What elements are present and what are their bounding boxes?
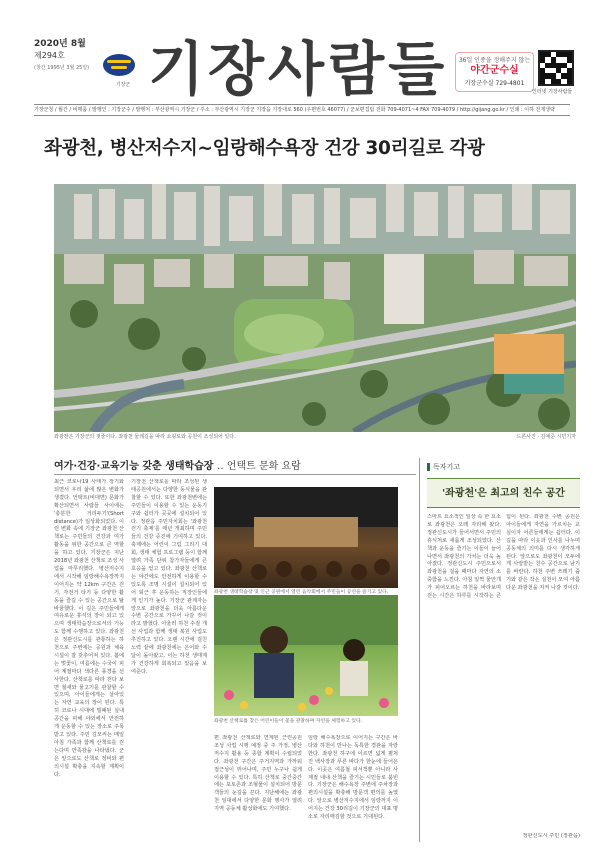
photo-caption-text: 좌광천은 기장군의 젖줄이다. 좌광천 둘레길을 따라 쇼핑로와 공원이 조성되어 있다. xyxy=(54,434,236,440)
aerial-photo xyxy=(54,184,576,432)
column-quote-title: '좌광천'은 최고의 친수 공간 xyxy=(427,478,580,508)
children-photo-caption: 좌광천 산책로를 찾은 어린이들이 꽃을 관찰하며 자연을 체험하고 있다. xyxy=(214,719,363,724)
column-author: 정관신도시 주민 (정관읍) xyxy=(522,833,580,839)
logo-caption: 기장군 xyxy=(115,82,131,88)
publisher-info-bar: 기장군청 / 월간 / 비매품 / 발행인 : 기장군수 / 발행처 : 부산광역시 기장군 / 주소 : 부산광역시 기장군 기장읍 기장대로 560 (우편번호 46077) / 군보편집팀 전화 709-4071~4 FAX 709-4079 / http://gijang.go.kr / 인쇄 : 이하 전재생략 xyxy=(34,104,570,116)
section-subtitle: ‥ 언택트 문화 요람 xyxy=(216,461,301,472)
night-mayor-office-ad[interactable] xyxy=(455,52,534,92)
column-label: 독자기고 xyxy=(427,463,460,471)
article-col-4: 임랑 해수욕장으로 이어지는 구간은 바다와 하천이 만나는 독특한 경관을 자랑한다. 좌광천 하구에 이르면 넓게 펼쳐진 백사장과 푸른 바다가 한눈에 들어온다. 이곳은 여름철 피서객뿐 아니라 사계절 내내 산책을 즐기는 시민들로 붐빈다. 기장군은 해수욕장 주변에 주차장과 편의시설을 확충해 방문객 편의를 높였다. 앞으로 병산저수지에서 임랑까지 이어지는 건강 30리길이 기장군의 대표 명소로 자리매김할 것으로 기대된다. xyxy=(308,735,398,821)
ad-main-text: 야간군수실 xyxy=(470,65,519,76)
ad-top-text: 36일 인종을 정해주지 않는 xyxy=(458,57,531,64)
founded-date: (창간 1995년 3월 25일) xyxy=(34,65,90,71)
qr-code-icon[interactable] xyxy=(538,50,574,86)
aerial-city-image xyxy=(54,184,576,432)
newspaper-title: 기장사람들 xyxy=(148,35,449,103)
section-rule xyxy=(54,474,416,475)
photo-caption xyxy=(54,433,576,441)
column-divider xyxy=(419,458,420,842)
children-flower-photo xyxy=(214,595,398,716)
main-headline: 좌광천, 병산저수지~임랑해수욕장 건강 30리길로 각광 xyxy=(44,138,485,159)
article-col-2: 기장천 산책로를 따라 조성된 생태공원에서는 다양한 동식물을 관찰할 수 있다. 또한 좌광천변에는 주민들이 이용할 수 있는 운동기구와 쉼터가 곳곳에 설치되어 있다. 정관읍 주민자치회는 '좌광천 걷기 축제'를 매년 개최하며 주민들의 건강 증진에 기여하고 있다. 축제에는 어린이 그림 그리기 대회, 생태 체험 프로그램 등이 함께 열려 가족 단위 참가자들에게 큰 호응을 얻고 있다. 좌광천 산책로는 야간에도 안전하게 이용할 수 있도록 조명 시설이 설치되어 있어 퇴근 후 운동하는 직장인들에게 인기가 높다. 기장군 관계자는 앞으로 좌광천을 더욱 아름다운 수변 공간으로 가꾸어 나갈 것이라고 밝혔다. 아울러 하천 수질 개선 사업과 함께 생태 복원 사업도 추진하고 있다. 오랜 시간에 걸친 노력 끝에 좌광천에는 은어와 수달이 돌아왔고, 이는 하천 생태계가 건강하게 회복되고 있음을 보여준다. xyxy=(131,479,207,675)
article-col-3: 편 좌광천 산책로와 연계된 근린공원 조성 사업 시행 예정 중 주 가정, 병산저수지 활용 등 종합 계획이 수립되었다. 좌광천 구간은 주거지역과 가까워 접근성이 뛰어나며, 주민 누구나 쉽게 이용할 수 있다. 특히 산책로 중간중간에는 포토존과 조형물이 설치되어 방문객들의 눈길을 끈다. 지난해에는 좌광천 일대에서 다양한 문화 행사가 열려 지역 공동체 활성화에도 기여했다. xyxy=(214,735,302,813)
concert-image xyxy=(214,487,398,588)
issue-date: 2020년 8월 xyxy=(34,39,86,49)
section-title: 여가·건강·교육기능 갖춘 생태학습장 xyxy=(54,461,214,472)
section-headline xyxy=(54,457,301,472)
concert-photo-caption: 좌광천 생태학습장 및 인근 공원에서 열린 음악회에서 주민들이 공연을 즐기고 있다. xyxy=(214,590,389,595)
issue-number: 제294호 xyxy=(34,51,65,60)
ad-phone: 기장군수실 729-4801 xyxy=(464,80,525,87)
qr-label: 인터넷 기장사람들 xyxy=(532,89,573,95)
gijang-logo xyxy=(103,54,135,76)
article-col-1: 최근 코로나19 사태가 장기화되면서 우리 삶에 많은 변화가 생겼다. 언택트(비대면) 문화가 확산되면서 사람들 사이에는 '충분한 거리두기'(Short distance)가 일상화되었다. 이런 변화 속에 기장군 좌광천 산책로는 주민들의 건강과 여가 활동을 위한 공간으로 큰 역할을 하고 있다. 기장군은 지난 2018년 좌광천 산책로 조성 사업을 마무리했다. 병산저수지에서 시작해 임랑해수욕장까지 이어지는 약 12km 구간은 걷기, 자전거 타기 등 다양한 활동을 즐길 수 있는 공간으로 탈바꿈했다. 이 길은 주민들에게 여유로운 휴식의 장이 되고 있으며 생태학습장으로서의 기능도 함께 수행하고 있다. 좌광천은 정관신도시를 관통하는 하천으로 주변에는 공원과 체육시설이 잘 갖추어져 있다. 봄에는 벚꽃이, 여름에는 수국이 피어 계절마다 색다른 풍경을 선사한다. 산책로를 따라 걷다 보면 철새와 물고기를 관찰할 수 있으며, 아이들에게는 살아있는 자연 교육의 장이 된다. 특히 코로나 시대에 밀폐된 실내 공간을 피해 야외에서 안전하게 운동할 수 있는 장소로 주목받고 있다. 주민 김모씨는 매일 아침 가족과 함께 산책로를 걷는다며 만족감을 나타냈다. 군은 앞으로도 산책로 정비와 편의시설 확충을 지속할 계획이다. xyxy=(54,479,124,778)
column-text: 스마트 요소적인 일상 속 한 요소로 좌광천은 오래 자리해 왔다. 정관신도시가 들어서면서 주민의 휴식처로 새롭게 조성되었다. 산책과 운동을 즐기는 이들이 늘어나면서 좌광천의 가치는 더욱 높아졌다. 정관신도시 주민으로서 좌광천을 걸을 때마다 자연의 소중함을 느낀다. 아침 일찍 물안개가 피어오르는 하천을 바라보며 걷는 시간은 하루를 시작하는 큰 힘이 된다. 좌광천 수변 공원은 아이들에게 자연을 가르치는 교실이자 어른들에게는 쉼터다. 이 길을 따라 이웃과 인사를 나누며 공동체의 의미를 다시 생각하게 된다. 앞으로도 좌광천이 모두에게 사랑받는 친수 공간으로 남기를 바란다. 하천 주변 쓰레기 줍기와 같은 작은 실천이 모여 아름다운 좌광천을 지켜 나갈 것이다. xyxy=(427,514,580,600)
children-image xyxy=(214,595,398,716)
masthead xyxy=(0,0,600,102)
photo-credit: 드론사진 · 김예준 시민기자 xyxy=(516,434,576,440)
concert-photo xyxy=(214,487,398,588)
issue-info xyxy=(34,38,89,74)
